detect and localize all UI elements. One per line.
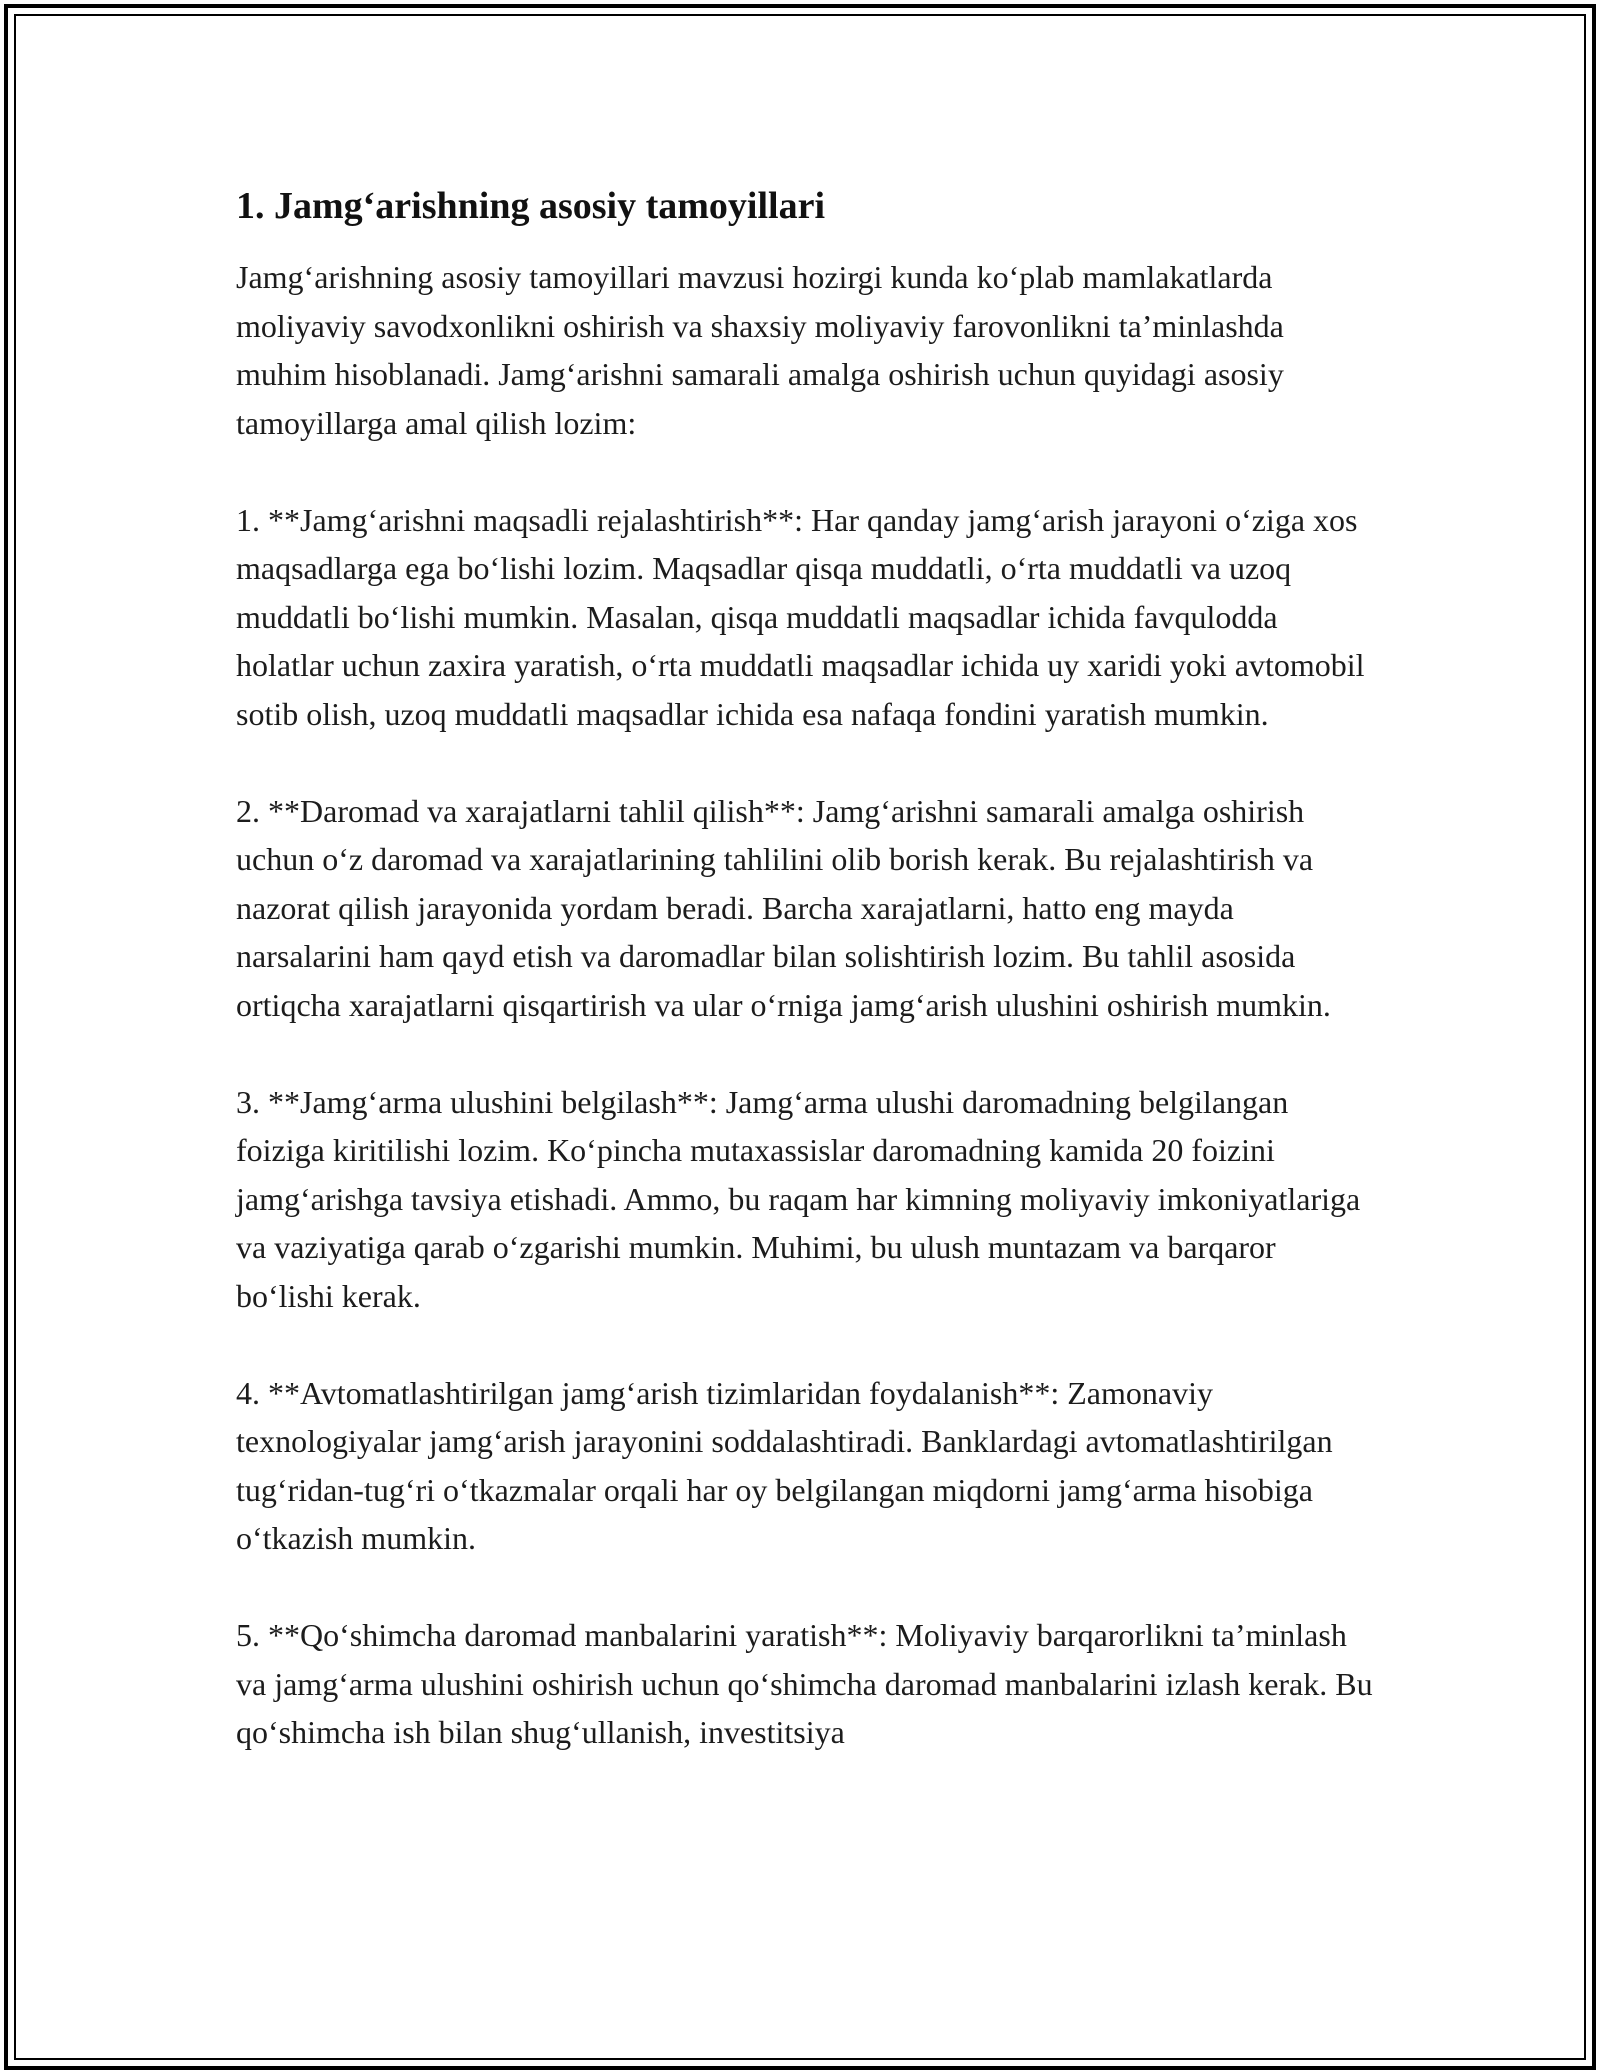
principle-paragraph-4: 4. **Avtomatlashtirilgan jamg‘arish tizimlaridan foydalanish**: Zamonaviy texnologiyalar jamg‘arish jarayonini soddalashtiradi. Banklardagi avtomatlashtirilgan tug‘ridan-tug‘ri o‘tkazmalar orqali har oy belgilangan miqdorni jamg‘arma hisobiga o‘tkazish mumkin. [236, 1374, 1333, 1557]
principle-paragraph-2: 2. **Daromad va xarajatlarni tahlil qilish**: Jamg‘arishni samarali amalga oshirish uchun o‘z daromad va xarajatlarining tahlilini olib borish kerak. Bu rejalashtirish va nazorat qilish jarayonida yordam beradi. Barcha xarajatlarni, hatto eng mayda narsalarini ham qayd etish va daromadlar bilan solishtirish lozim. Bu tahlil asosida ortiqcha xarajatlarni qisqartirish va ular o‘rniga jamg‘arish ulushini oshirish mumkin. [236, 792, 1331, 1023]
section-heading: 1. Jamg‘arishning asosiy tamoyillari [236, 185, 826, 227]
principle-paragraph-5: 5. **Qo‘shimcha daromad manbalarini yaratish**: Moliyaviy barqarorlikni ta’minlash va jamg‘arma ulushini oshirish uchun qo‘shimcha daromad manbalarini izlash kerak. Bu qo‘shimcha ish bilan shug‘ullanish, investitsiya [236, 1617, 1373, 1751]
intro-paragraph: Jamg‘arishning asosiy tamoyillari mavzusi hozirgi kunda ko‘plab mamlakatlarda moliyaviy savodxonlikni oshirish va shaxsiy moliyaviy farovonlikni ta’minlashda muhim hisoblanadi. Jamg‘arishni samarali amalga oshirish uchun quyidagi asosiy tamoyillarga amal qilish lozim: [236, 259, 1284, 441]
principle-paragraph-1: 1. **Jamg‘arishni maqsadli rejalashtirish**: Har qanday jamg‘arish jarayoni o‘ziga xos maqsadlarga ega bo‘lishi lozim. Maqsadlar qisqa muddatli, o‘rta muddatli va uzoq muddatli bo‘lishi mumkin. Masalan, qisqa muddatli maqsadlar ichida favqulodda holatlar uchun zaxira yaratish, o‘rta muddatli maqsadlar ichida uy xaridi yoki avtomobil sotib olish, uzoq muddatli maqsadlar ichida esa nafaqa fondini yaratish mumkin. [236, 501, 1365, 732]
document-body [236, 180, 1376, 1757]
principle-paragraph-3: 3. **Jamg‘arma ulushini belgilash**: Jamg‘arma ulushi daromadning belgilangan foiziga kiritilishi lozim. Ko‘pincha mutaxassislar daromadning kamida 20 foizini jamg‘arishga tavsiya etishadi. Ammo, bu raqam har kimning moliyaviy imkoniyatlariga va vaziyatiga qarab o‘zgarishi mumkin. Muhimi, bu ulush muntazam va barqaror bo‘lishi kerak. [236, 1083, 1361, 1314]
